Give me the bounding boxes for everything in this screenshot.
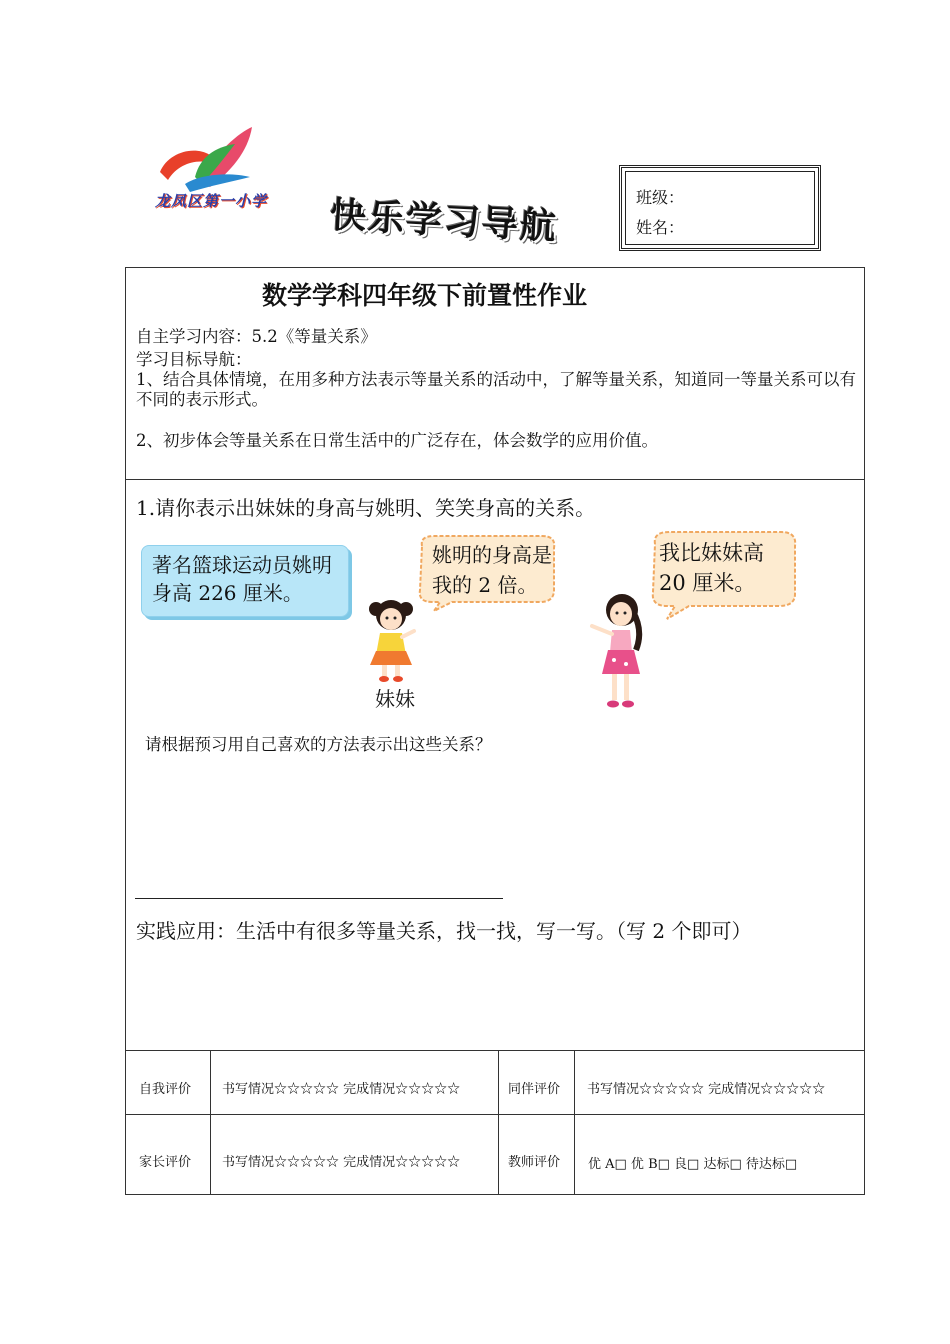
speech-bubble-xiaoxiao [645, 528, 801, 624]
parent-eval-label: 家长评价 [139, 1155, 192, 1170]
peer-eval-value[interactable]: 书写情况☆☆☆☆☆ 完成情况☆☆☆☆☆ [587, 1082, 826, 1097]
banner-text: 著名篮球运动员姚明身高 226 厘米。 [152, 553, 332, 605]
study-content: 自主学习内容：5.2《等量关系》 [136, 327, 377, 346]
class-label: 班级： [636, 188, 685, 207]
school-logo-text: 龙凤区第一小学 [154, 192, 267, 210]
question-instruction: 请根据预习用自己喜欢的方法表示出这些关系？ [145, 735, 492, 754]
teacher-eval-options[interactable]: 优 A□ 优 B□ 良□ 达标□ 待达标□ [588, 1157, 798, 1172]
practice-text: 实践应用：生活中有很多等量关系，找一找，写一写。（写 2 个即可） [136, 919, 752, 943]
question-prompt: 1.请你表示出妹妹的身高与姚明、笑笑身高的关系。 [136, 496, 596, 520]
xiaoxiao-illustration [588, 590, 648, 716]
goal-2: 2、初步体会等量关系在日常生活中的广泛存在，体会数学的应用价值。 [136, 431, 658, 450]
peer-eval-label: 同伴评价 [508, 1082, 561, 1097]
name-label: 姓名： [636, 218, 685, 237]
section-title: 数学学科四年级下前置性作业 [262, 281, 588, 310]
speech-bubble-meimei [412, 532, 560, 616]
self-eval-label: 自我评价 [139, 1082, 192, 1097]
self-eval-value[interactable]: 书写情况☆☆☆☆☆ 完成情况☆☆☆☆☆ [222, 1082, 461, 1097]
parent-eval-value[interactable]: 书写情况☆☆☆☆☆ 完成情况☆☆☆☆☆ [222, 1155, 461, 1170]
page-title: 快乐学习导航 [328, 194, 559, 248]
school-logo [140, 122, 282, 234]
answer-divider [135, 898, 503, 899]
bubble-meimei-text: 姚明的身高是我的 2 倍。 [432, 543, 552, 597]
goal-1: 1、结合具体情境，在用多种方法表示等量关系的活动中，了解等量关系，知道同一等量关系可以有不同的表示形式。 [136, 370, 856, 409]
goal-heading: 学习目标导航： [136, 350, 252, 369]
meimei-illustration [362, 595, 420, 689]
meimei-label: 妹妹 [375, 687, 415, 711]
student-info-box [619, 165, 821, 251]
bubble-xiaoxiao-text: 我比妹妹高 20 厘米。 [659, 541, 764, 595]
teacher-eval-label: 教师评价 [508, 1155, 561, 1170]
